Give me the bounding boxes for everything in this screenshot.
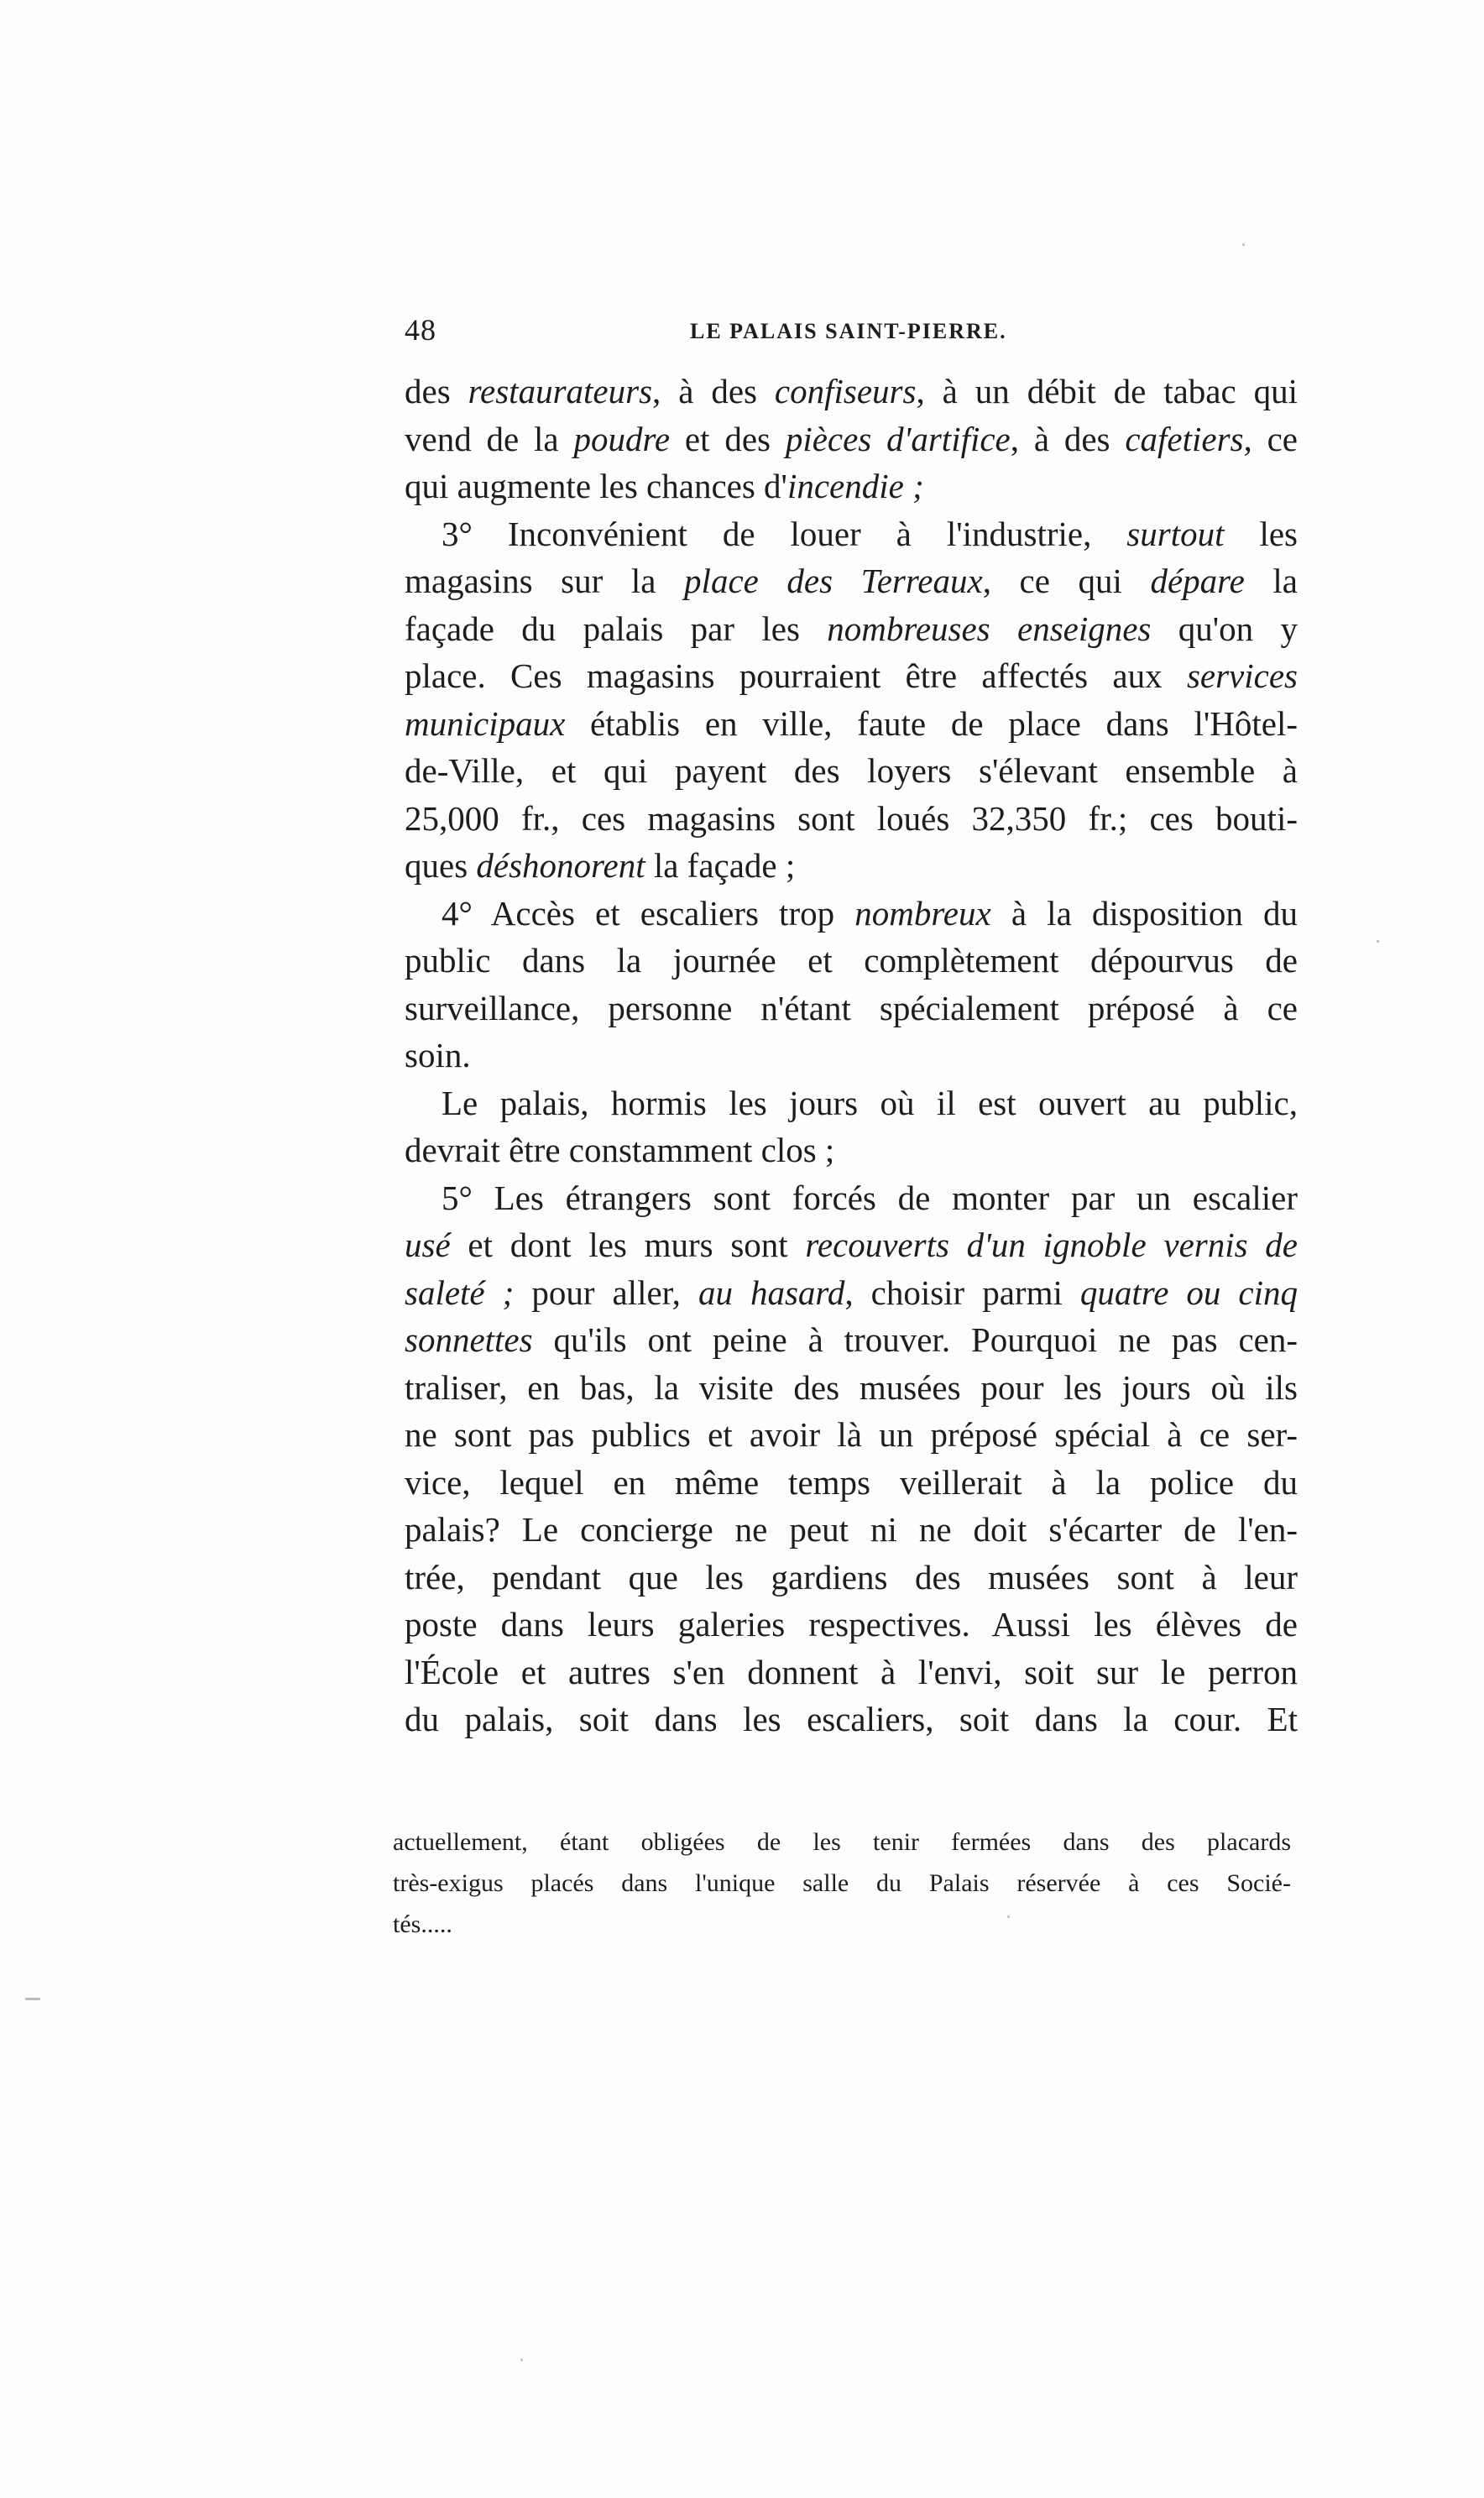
text-span: place. Ces magasins pourraient être affectés aux	[405, 656, 1187, 695]
text-line	[405, 557, 1298, 605]
text-span: public dans la journée et complètement dépourvus de	[405, 941, 1298, 980]
text-span: des	[405, 372, 468, 410]
text-span: ce	[1251, 419, 1298, 458]
text-line	[405, 1601, 1298, 1649]
italic-span: nombreux	[854, 893, 991, 933]
text-span: traliser, en bas, la visite des musées pour les jours où ils	[405, 1367, 1298, 1407]
text-span: la façade ;	[645, 846, 796, 885]
text-span: qu'on y	[1151, 609, 1298, 648]
text-line	[405, 747, 1298, 795]
italic-span: recouverts d'un ignoble vernis de	[805, 1225, 1298, 1264]
text-line	[405, 1459, 1298, 1507]
text-line	[405, 1696, 1298, 1743]
text-line	[405, 605, 1298, 653]
text-span: 4° Accès et escaliers trop	[442, 893, 855, 933]
text-line	[405, 415, 1298, 463]
text-span: pour aller,	[514, 1273, 698, 1312]
text-line	[405, 1411, 1298, 1459]
text-span: ques	[405, 846, 477, 885]
text-span: soin.	[405, 1036, 471, 1074]
footnote-line: actuellement, étant obligées de les tenir fermées dans des placards	[393, 1828, 1291, 1856]
text-span: ne sont pas publics et avoir là un préposé spécial à ce ser-	[405, 1415, 1298, 1454]
text-span: de-Ville, et qui payent des loyers s'élevant ensemble à	[405, 751, 1298, 790]
footnote-line: très-exigus placés dans l'unique salle du Palais réservée à ces Socié-	[393, 1869, 1291, 1897]
italic-span: confiseurs	[774, 372, 917, 410]
italic-span: incendie ;	[786, 467, 924, 505]
text-line	[405, 1079, 1298, 1127]
italic-span: restaurateurs	[468, 372, 653, 410]
scan-speck	[1007, 1915, 1010, 1918]
body-text	[405, 368, 1298, 1743]
text-span: façade du palais par les	[405, 609, 828, 648]
italic-span: pièces d'artifice	[785, 419, 1011, 458]
text-span: palais? Le concierge ne peut ni ne doit s'écarter de l'en-	[405, 1510, 1298, 1549]
italic-span: dépare	[1150, 562, 1245, 600]
text-line	[405, 842, 1298, 890]
running-title: LE PALAIS SAINT-PIERRE.	[690, 319, 1007, 343]
text-span: qu'ils ont peine à trouver. Pourquoi ne pas cen-	[532, 1320, 1298, 1359]
text-span: Le palais, hormis les jours où il est ouvert au public,	[442, 1083, 1298, 1122]
text-span: magasins sur la	[405, 562, 685, 600]
text-span: vice, lequel en même temps veillerait à la police du	[405, 1462, 1298, 1502]
text-span: établis en ville, faute de place dans l'Hôtel-	[565, 703, 1298, 743]
scan-speck	[25, 1998, 40, 2000]
text-line	[405, 795, 1298, 843]
text-line	[405, 1269, 1298, 1317]
scan-speck	[520, 2359, 523, 2361]
text-span: trée, pendant que les gardiens des musées sont à leur	[405, 1557, 1298, 1597]
text-span: , ce qui	[982, 562, 1151, 600]
text-line	[405, 652, 1298, 700]
page-header	[405, 312, 1303, 354]
italic-span: sonnettes	[405, 1320, 533, 1359]
text-span: et des	[670, 419, 786, 458]
text-span: devrait être constamment clos ;	[405, 1131, 835, 1169]
italic-span: poudre	[573, 419, 671, 458]
text-span: vend de la	[405, 419, 574, 458]
text-span: l'École et autres s'en donnent à l'envi, soit sur le perron	[405, 1652, 1298, 1691]
text-span: 5° Les étrangers sont forcés de monter par un escalier	[442, 1178, 1298, 1217]
text-span: , à des	[1010, 419, 1126, 458]
text-span: , choisir parmi	[844, 1273, 1080, 1312]
text-line	[405, 1221, 1298, 1269]
footnote-line: tés.....	[393, 1910, 452, 1938]
italic-span: déshonorent	[476, 846, 645, 885]
italic-span: au hasard	[698, 1273, 845, 1312]
text-line	[405, 700, 1298, 748]
italic-span: usé	[405, 1225, 451, 1264]
text-line	[405, 1506, 1298, 1554]
italic-span: saleté ;	[405, 1273, 515, 1312]
footnote	[393, 1821, 1291, 1945]
italic-span: quatre ou cinq	[1079, 1273, 1298, 1312]
text-span: 3° Inconvénient de louer à l'industrie,	[442, 514, 1127, 553]
text-line	[405, 937, 1298, 985]
text-line	[405, 1364, 1298, 1412]
text-line	[405, 890, 1298, 938]
text-line	[405, 985, 1298, 1032]
page-number: 48	[405, 313, 436, 347]
text-line	[405, 1032, 1298, 1079]
text-line	[405, 1316, 1298, 1364]
text-span: , à un débit de tabac qui	[916, 372, 1298, 410]
italic-span: municipaux	[405, 703, 566, 743]
text-line	[405, 1554, 1298, 1602]
text-line	[405, 462, 1298, 510]
text-line	[405, 1126, 1298, 1174]
text-line	[405, 1649, 1298, 1696]
text-span: la	[1244, 562, 1298, 600]
text-line	[405, 368, 1298, 415]
italic-span: services	[1186, 656, 1298, 695]
italic-span: nombreuses enseignes	[827, 609, 1152, 648]
text-span: qui augmente les chances d'	[405, 467, 787, 505]
text-span: surveillance, personne n'étant spécialement préposé à ce	[405, 988, 1298, 1027]
italic-span: cafetiers,	[1125, 419, 1252, 458]
italic-span: surtout	[1126, 514, 1225, 553]
text-line	[405, 1174, 1298, 1222]
text-span: , à des	[652, 372, 775, 410]
italic-span: place des Terreaux	[684, 562, 983, 600]
text-line	[405, 510, 1298, 558]
text-span: poste dans leurs galeries respectives. Aussi les élèves de	[405, 1605, 1298, 1644]
text-span: 25,000 fr., ces magasins sont loués 32,350 fr.; ces bouti-	[405, 798, 1298, 838]
scan-speck	[1242, 243, 1245, 246]
scan-speck	[1377, 940, 1379, 943]
text-span: les	[1224, 514, 1298, 553]
text-span: du palais, soit dans les escaliers, soit dans la cour. Et	[405, 1700, 1298, 1738]
text-span: à la disposition du	[990, 893, 1298, 933]
text-span: et dont les murs sont	[450, 1225, 806, 1264]
